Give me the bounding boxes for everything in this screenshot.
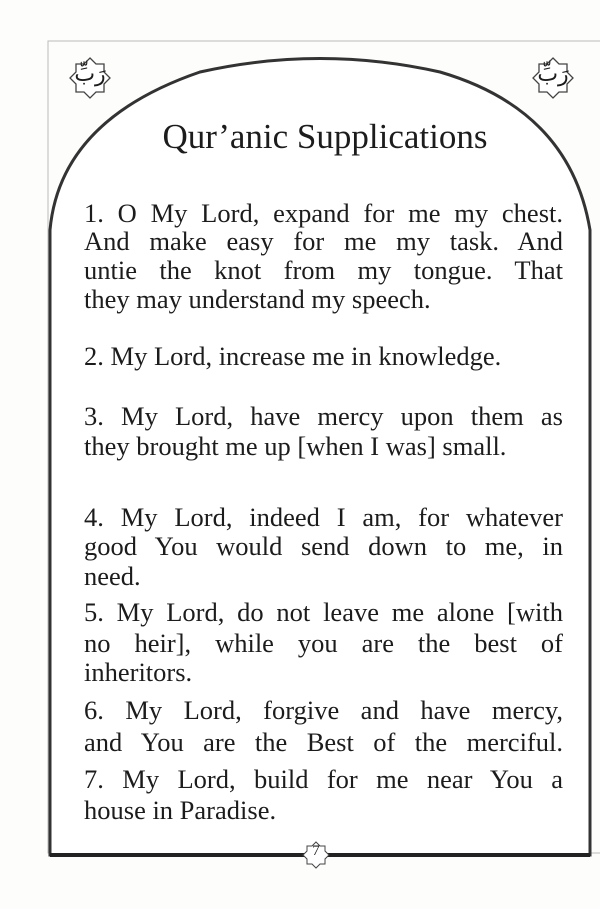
- page-number: 7: [312, 843, 320, 859]
- text-line: 4. My Lord, indeed I am, for whatever: [84, 502, 563, 532]
- text-line: 2. My Lord, increase me in knowledge.: [84, 341, 502, 371]
- text-line: 3. My Lord, have mercy upon them as: [84, 401, 563, 431]
- text-line: 6. My Lord, forgive and have mercy,: [84, 695, 563, 725]
- text-line: inheritors.: [84, 657, 193, 687]
- text-line: no heir], while you are the best of: [84, 628, 563, 658]
- page-title: Qur’anic Supplications: [162, 117, 488, 156]
- text-line: untie the knot from my tongue. That: [84, 255, 563, 285]
- text-line: need.: [84, 561, 141, 591]
- text-line: And make easy for me my task. And: [84, 226, 563, 256]
- text-line: they may understand my speech.: [84, 284, 431, 314]
- ornament-text-left: رَبِّ: [74, 62, 106, 87]
- text-line: they brought me up [when I was] small.: [84, 431, 507, 461]
- text-line: 7. My Lord, build for me near You a: [84, 764, 563, 794]
- text-line: 1. O My Lord, expand for me my chest.: [84, 198, 563, 228]
- text-line: good You would send down to me, in: [84, 531, 563, 561]
- ornament-text-right: رَبِّ: [537, 62, 569, 87]
- text-line: house in Paradise.: [84, 795, 277, 825]
- text-line: 5. My Lord, do not leave me alone [with: [84, 597, 563, 627]
- text-line: and You are the Best of the merciful.: [84, 727, 563, 757]
